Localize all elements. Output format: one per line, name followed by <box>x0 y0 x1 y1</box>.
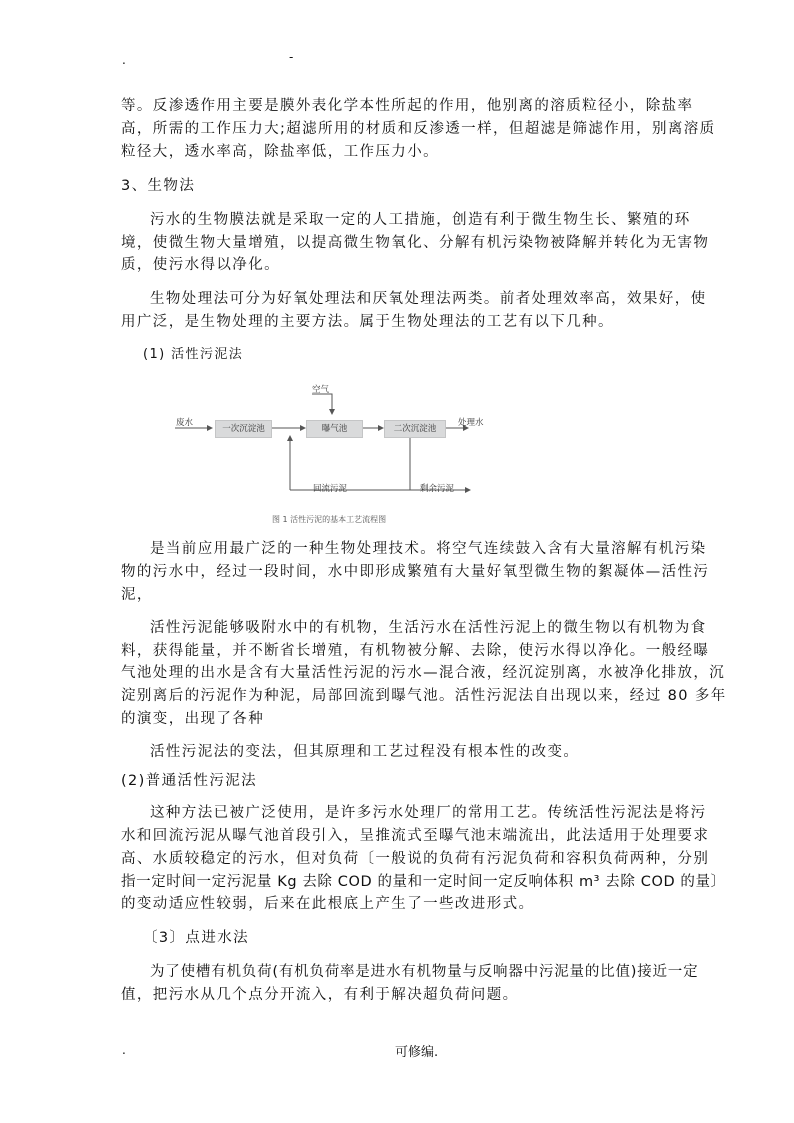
text-line: 泥， <box>121 587 153 603</box>
text-line: 是当前应用最广泛的一种生物处理技术。将空气连续鼓入含有大量溶解有机污染 <box>150 541 707 557</box>
text-line: 这种方法已被广泛使用，是许多污水处理厂的常用工艺。传统活性污泥法是将污 <box>150 805 707 821</box>
text-line: 境，使微生物大量增殖，以提高微生物氧化、分解有机污染物被降解并转化为无害物 <box>121 235 710 251</box>
text-line: 物的污水中，经过一段时间，水中即形成繁殖有大量好氧型微生物的絮凝体—活性污 <box>121 564 710 580</box>
sub-heading: 〔3〕点进水法 <box>143 930 250 946</box>
text-line: 指一定时间一定污泥量 Kg 去除 COD 的量和一定时间一定反响体积 m³ 去除 COD 的量〕 <box>121 874 726 890</box>
text-line: 等。反渗透作用主要是膜外表化学本性所起的作用，他别离的溶质粒径小，除盐率 <box>121 98 694 114</box>
text-line: 气池处理的出水是含有大量活性污泥的污水—混合液，经沉淀别离，水被净化排放，沉 <box>121 665 726 681</box>
footer-text: 可修编. <box>395 1045 439 1060</box>
primary-tank-box: 一次沉淀池 <box>215 420 272 438</box>
text-line: 水和回流污泥从曝气池首段引入，呈推流式至曝气池末端流出，此法适用于处理要求 <box>121 828 710 844</box>
text-line: 污水的生物膜法就是采取一定的人工措施，创造有利于微生物生长、繁殖的环 <box>150 212 691 228</box>
text-line: 粒径大，透水率高，除盐率低，工作压力小。 <box>121 144 439 160</box>
arrow-air <box>312 394 332 414</box>
text-line: 淀别离后的污泥作为种泥，局部回流到曝气池。活性污泥法自出现以来，经过 80 多年 <box>121 688 727 704</box>
text-line: 生物处理法可分为好氧处理法和厌氧处理法两类。前者处理效率高，效果好，使 <box>150 291 707 307</box>
text-line: 料，获得能量，并不断省长增殖，有机物被分解、去除，使污水得以净化。一般经曝 <box>121 643 710 659</box>
aeration-tank-box: 曝气池 <box>306 420 363 438</box>
section-heading: 3、生物法 <box>121 178 196 194</box>
excess-sludge-label: 剩余污泥 <box>420 484 455 494</box>
treated-water-label: 处理水 <box>458 418 484 428</box>
text-line: 高、水质较稳定的污水，但对负荷〔一般说的负荷有污泥负荷和容积负荷两种，分别 <box>121 851 710 867</box>
text-line: 活性污泥能够吸附水中的有机物，生活污水在活性污泥上的微生物以有机物为食 <box>150 620 707 636</box>
text-line: 活性污泥法的变法，但其原理和工艺过程没有根本性的改变。 <box>150 744 580 760</box>
return-sludge-label: 回流污泥 <box>313 484 348 494</box>
diagram-caption: 图 1 活性污泥的基本工艺流程图 <box>272 515 387 524</box>
sub-heading: (2)普通活性污泥法 <box>121 773 258 789</box>
header-dash: - <box>289 50 294 64</box>
sub-heading: (1) 活性污泥法 <box>143 347 244 362</box>
footer-dot: . <box>122 1043 126 1057</box>
air-label: 空气 <box>312 385 330 395</box>
header-dot: . <box>122 53 126 67</box>
text-line: 的变动适应性较弱，后来在此根底上产生了一些改进形式。 <box>121 896 535 912</box>
text-line: 为了使槽有机负荷(有机负荷率是进水有机物量与反响器中污泥量的比值)接近一定 <box>150 964 699 980</box>
secondary-tank-box: 二次沉淀池 <box>384 420 446 438</box>
text-line: 高，所需的工作压力大;超滤所用的材质和反渗透一样，但超滤是筛滤作用，别离溶质 <box>121 121 716 137</box>
text-line: 用广泛，是生物处理的主要方法。属于生物处理法的工艺有以下几种。 <box>121 314 614 330</box>
text-line: 值，把污水从几个点分开流入，有利于解决超负荷问题。 <box>121 987 519 1003</box>
text-line: 质，使污水得以净化。 <box>121 257 280 273</box>
text-line: 的演变，出现了各种 <box>121 711 265 727</box>
waste-water-label: 废水 <box>176 418 194 428</box>
